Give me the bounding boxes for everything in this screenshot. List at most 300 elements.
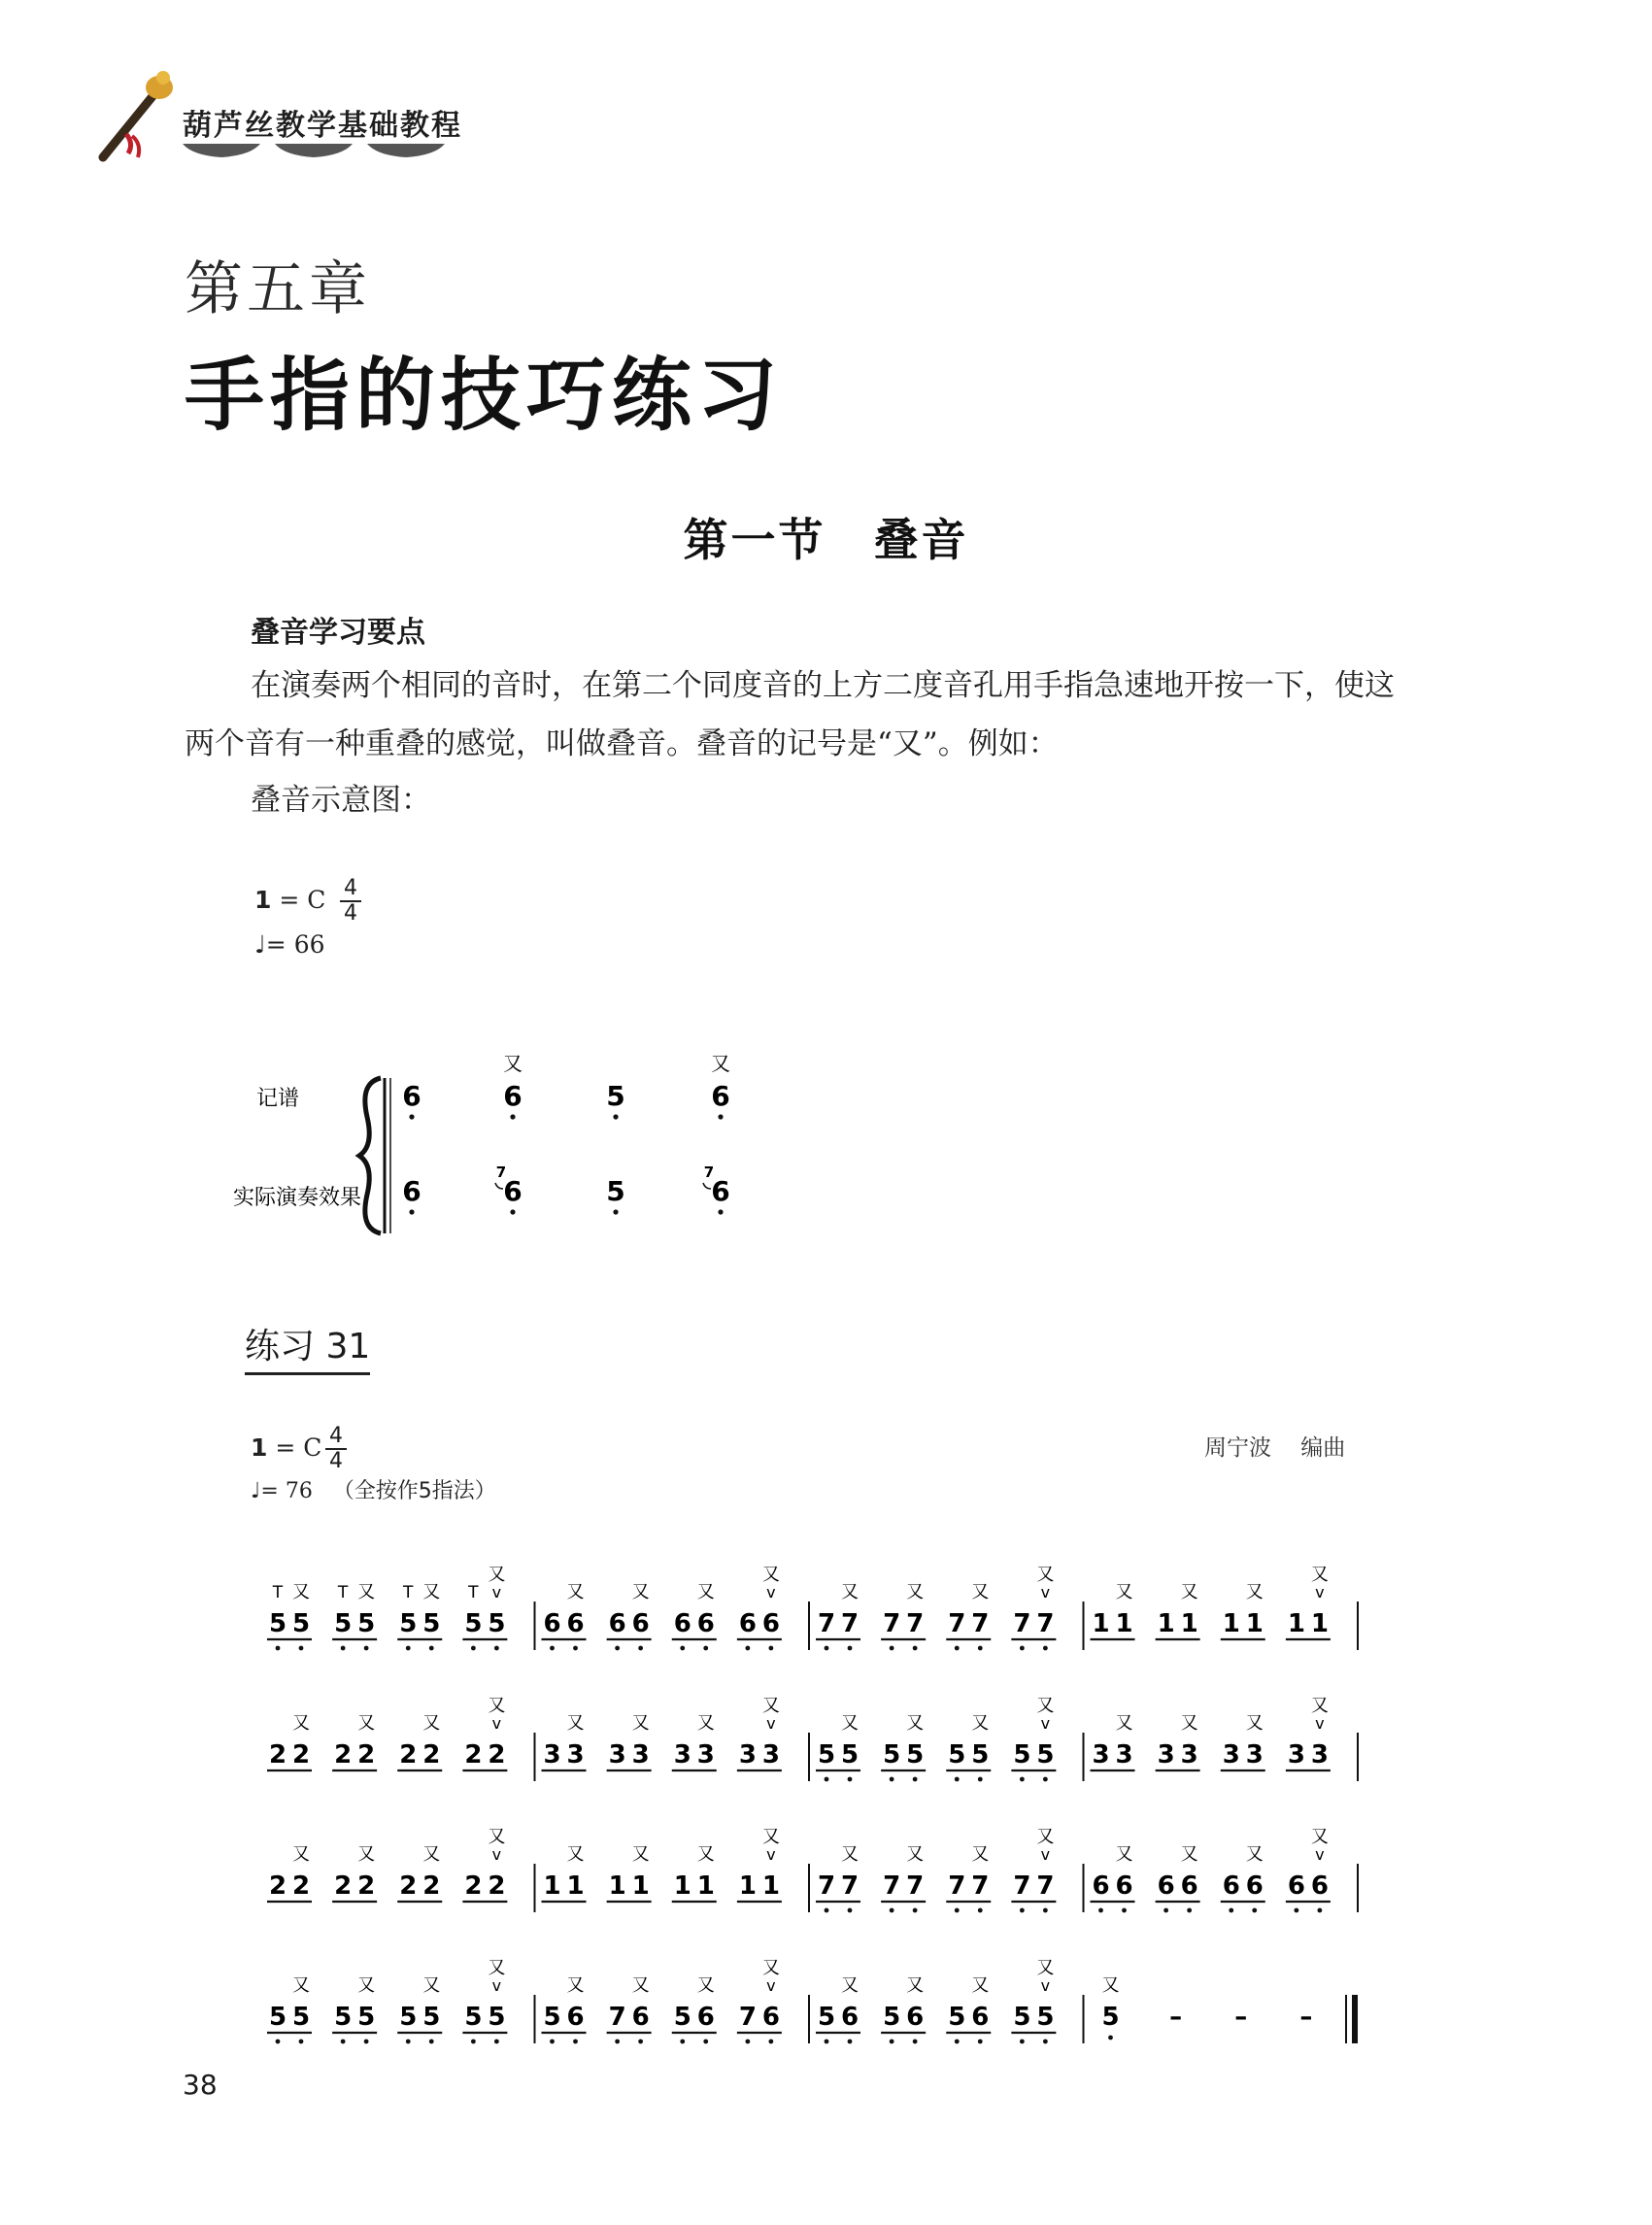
score-note: 5	[464, 2003, 483, 2032]
ornament-mark: 又	[906, 1844, 925, 1865]
score-note: 3	[1180, 1740, 1198, 1770]
score-note: –	[1234, 2003, 1248, 2032]
score-note: 1	[1287, 1609, 1305, 1638]
score-note: 7	[1013, 1871, 1031, 1901]
score-note: 5	[817, 2003, 836, 2032]
score-note: 6	[566, 2003, 585, 2032]
accent-mark: v	[1315, 1583, 1325, 1601]
low-octave-dot	[1043, 2040, 1048, 2044]
ornament-mark: 又	[906, 1713, 925, 1734]
score-note: –	[1169, 2003, 1183, 2032]
ornament-mark: 又	[422, 1844, 441, 1865]
low-octave-dot	[613, 1114, 618, 1119]
grace-note: 7	[703, 1163, 715, 1181]
low-octave-dot	[429, 1646, 434, 1651]
score-note: 2	[334, 1740, 353, 1770]
score-note: 5	[817, 1740, 836, 1770]
score-note: 1	[1157, 1609, 1175, 1638]
low-octave-dot	[299, 2040, 304, 2044]
ornament-mark: 又	[841, 1582, 859, 1602]
ornament-mark: 又	[841, 1844, 859, 1865]
low-octave-dot	[1187, 1908, 1192, 1913]
low-octave-dot	[510, 1114, 515, 1119]
ornament-mark: 又	[1310, 1696, 1329, 1716]
score-note: 3	[738, 1740, 757, 1770]
ornament-mark: 又	[1245, 1844, 1264, 1865]
diagram-time-signature: 4 4	[340, 878, 361, 925]
score-note: 3	[696, 1740, 715, 1770]
score-note: 5	[948, 2003, 966, 2032]
grace-note: 7	[495, 1163, 507, 1181]
score-note: 3	[1287, 1740, 1305, 1770]
score-note: 7	[906, 1609, 925, 1638]
score-note: 7	[971, 1609, 990, 1638]
accent-mark: v	[1040, 1845, 1051, 1864]
score-note: 2	[464, 1740, 483, 1770]
low-octave-dot	[276, 1646, 281, 1651]
tongue-mark: T	[403, 1583, 414, 1602]
low-octave-dot	[429, 2040, 434, 2044]
ornament-mark: 又	[566, 1713, 585, 1734]
accent-mark: v	[491, 1583, 502, 1601]
ornament-mark: 又	[488, 1696, 506, 1716]
ornament-mark: 又	[761, 1696, 780, 1716]
score-note: 5	[1013, 2003, 1031, 2032]
low-octave-dot	[364, 1646, 369, 1651]
ornament-mark: 又	[696, 1582, 715, 1602]
score-note: 3	[1222, 1740, 1240, 1770]
score-note: 5	[268, 2003, 287, 2032]
accent-mark: v	[1315, 1714, 1325, 1733]
score-note: 2	[488, 1740, 506, 1770]
score-note: 5	[464, 1609, 483, 1638]
ornament-mark: 又	[292, 1844, 310, 1865]
low-octave-dot	[703, 1646, 708, 1651]
low-octave-dot	[848, 1777, 853, 1782]
ornament-mark: 又	[1180, 1582, 1198, 1602]
score-note: 6	[906, 2003, 925, 2032]
score-note: 3	[1245, 1740, 1264, 1770]
exercise-key: 1 = C	[251, 1433, 322, 1462]
score-note: 2	[291, 1740, 311, 1770]
low-octave-dot	[1043, 1646, 1048, 1651]
score-note: 5	[1036, 1740, 1055, 1770]
score-note: 7	[817, 1871, 836, 1901]
low-octave-dot	[1317, 1908, 1322, 1913]
tongue-mark: T	[337, 1583, 349, 1602]
score-note: 1	[566, 1871, 585, 1901]
score-note: 5	[334, 2003, 353, 2032]
low-octave-dot	[745, 1646, 750, 1651]
low-octave-dot	[1252, 1908, 1257, 1913]
ornament-mark: 又	[357, 1713, 376, 1734]
ornament-mark: 又	[1101, 1975, 1120, 1996]
low-octave-dot	[471, 1646, 476, 1651]
ornament-mark: 又	[488, 1827, 506, 1847]
ornament-mark: 又	[1180, 1713, 1198, 1734]
low-octave-dot	[1020, 2040, 1025, 2044]
score-note: 5	[948, 1740, 966, 1770]
hulusi-icon	[93, 68, 190, 165]
brace	[359, 1078, 381, 1233]
ornament-mark: 又	[696, 1975, 715, 1996]
ornament-mark: 又	[1310, 1827, 1329, 1847]
ornament-mark: 又	[631, 1582, 650, 1602]
ornament-mark: 又	[631, 1713, 650, 1734]
ornament-mark: 又	[761, 1827, 780, 1847]
ornament-mark: 又	[1245, 1713, 1264, 1734]
exercise-time-signature: 4 4	[325, 1426, 347, 1472]
ornament-mark: 又	[711, 1052, 730, 1075]
chapter-label: 第五章	[185, 255, 371, 323]
ornament-mark: 又	[488, 1565, 506, 1585]
diagram-note: 5	[606, 1175, 625, 1207]
accent-mark: v	[1040, 1714, 1051, 1733]
low-octave-dot	[550, 1646, 555, 1651]
score-note: 5	[357, 1609, 376, 1638]
ornament-mark: 又	[422, 1713, 441, 1734]
ornament-mark: 又	[566, 1975, 585, 1996]
score-note: 6	[608, 1609, 626, 1638]
score-note: 6	[971, 2003, 990, 2032]
low-octave-dot	[409, 1209, 414, 1214]
score-note: 6	[673, 1609, 691, 1638]
low-octave-dot	[1043, 1777, 1048, 1782]
low-octave-dot	[825, 1777, 829, 1782]
score-note: 6	[1115, 1871, 1133, 1901]
score-note: 5	[971, 1740, 990, 1770]
ornament-mark: 又	[906, 1975, 925, 1996]
ornament-mark: 又	[631, 1844, 650, 1865]
book-title: 葫芦丝教学基础教程	[183, 109, 462, 143]
quarter-note-icon: ♩	[251, 1479, 261, 1503]
paragraph-line-1: 在演奏两个相同的音时，在第二个同度音的上方二度音孔用手指急速地开按一下，使这	[251, 668, 1395, 703]
score-note: 5	[1101, 2003, 1120, 2032]
score-note: 1	[738, 1871, 757, 1901]
score-note: 5	[906, 1740, 925, 1770]
ornament-mark: 又	[488, 1958, 506, 1978]
score-note: 5	[291, 2003, 311, 2032]
score-note: 7	[1036, 1871, 1055, 1901]
score-note: 1	[696, 1871, 715, 1901]
low-octave-dot	[825, 1646, 829, 1651]
low-octave-dot	[1020, 1646, 1025, 1651]
diagram-key: 1 = C	[254, 886, 326, 914]
ornament-mark: 又	[357, 1975, 376, 1996]
low-octave-dot	[848, 1908, 853, 1913]
composer-credit: 周宁波 编曲	[1204, 1435, 1346, 1461]
ornament-mark: 又	[841, 1713, 859, 1734]
low-octave-dot	[978, 1646, 983, 1651]
ornament-mark: 又	[292, 1582, 310, 1602]
ornament-mark: 又	[1245, 1582, 1264, 1602]
score-note: 3	[1115, 1740, 1133, 1770]
accent-mark: v	[1315, 1845, 1325, 1864]
diagram-note: 6	[402, 1080, 421, 1112]
accent-mark: v	[491, 1845, 502, 1864]
score-note: 3	[1310, 1740, 1329, 1770]
ornament-mark: 又	[761, 1565, 780, 1585]
low-octave-dot	[955, 1646, 960, 1651]
accent-mark: v	[766, 1845, 776, 1864]
diagram-row-label: 记谱	[255, 1087, 299, 1111]
score-note: 6	[566, 1609, 585, 1638]
ornament-mark: 又	[357, 1844, 376, 1865]
ornament-mark: 又	[292, 1713, 310, 1734]
low-octave-dot	[955, 2040, 960, 2044]
low-octave-dot	[550, 2040, 555, 2044]
score-note: 7	[1036, 1609, 1055, 1638]
ornament-mark: 又	[1036, 1958, 1055, 1978]
low-octave-dot	[406, 2040, 411, 2044]
score-note: 2	[399, 1871, 418, 1901]
exercise-title: 练习 31	[245, 1319, 370, 1375]
low-octave-dot	[341, 2040, 346, 2044]
low-octave-dot	[913, 2040, 918, 2044]
score-note: 5	[488, 2003, 506, 2032]
score-note: 1	[543, 1871, 561, 1901]
low-octave-dot	[1229, 1908, 1233, 1913]
score-note: 7	[1013, 1609, 1031, 1638]
low-octave-dot	[638, 2040, 643, 2044]
score-note: 1	[1310, 1609, 1329, 1638]
accent-mark: v	[766, 1583, 776, 1601]
score-note: 6	[1245, 1871, 1264, 1901]
score-note: 2	[291, 1871, 311, 1901]
score-note: 5	[840, 1740, 860, 1770]
accent-mark: v	[1040, 1583, 1051, 1601]
page-header	[0, 0, 1652, 185]
low-octave-dot	[1163, 1908, 1168, 1913]
ornament-mark: 又	[761, 1958, 780, 1978]
low-octave-dot	[890, 2040, 894, 2044]
score-note: 2	[357, 1740, 376, 1770]
score-note: 5	[422, 1609, 441, 1638]
low-octave-dot	[1043, 1908, 1048, 1913]
score-note: –	[1299, 2003, 1313, 2032]
low-octave-dot	[978, 2040, 983, 2044]
low-octave-dot	[718, 1209, 723, 1214]
score-note: 7	[883, 1609, 901, 1638]
quarter-note-icon: ♩	[254, 930, 266, 959]
low-octave-dot	[703, 2040, 708, 2044]
score-note: 6	[1222, 1871, 1240, 1901]
score-note: 7	[971, 1871, 990, 1901]
low-octave-dot	[680, 2040, 685, 2044]
ornament-diagram	[214, 1039, 796, 1253]
low-octave-dot	[341, 1646, 346, 1651]
score-note: 2	[422, 1740, 441, 1770]
low-octave-dot	[890, 1908, 894, 1913]
score-note: 3	[1157, 1740, 1175, 1770]
ornament-mark: 又	[422, 1582, 441, 1602]
low-octave-dot	[825, 1908, 829, 1913]
ornament-mark: 又	[696, 1844, 715, 1865]
score-note: 5	[334, 1609, 353, 1638]
low-octave-dot	[406, 1646, 411, 1651]
score-note: 7	[738, 2003, 757, 2032]
score-note: 7	[948, 1609, 966, 1638]
ornament-mark: 又	[971, 1844, 990, 1865]
low-octave-dot	[409, 1114, 414, 1119]
low-octave-dot	[638, 1646, 643, 1651]
ornament-mark: 又	[1180, 1844, 1198, 1865]
score-note: 7	[883, 1871, 901, 1901]
low-octave-dot	[913, 1646, 918, 1651]
score-note: 5	[399, 2003, 418, 2032]
low-octave-dot	[573, 1646, 578, 1651]
low-octave-dot	[978, 1777, 983, 1782]
score-note: 6	[761, 2003, 780, 2032]
score-note: 3	[1092, 1740, 1110, 1770]
score-note: 7	[906, 1871, 925, 1901]
low-octave-dot	[494, 1646, 499, 1651]
score-note: 2	[488, 1871, 506, 1901]
score-note: 1	[673, 1871, 691, 1901]
score-note: 5	[422, 2003, 441, 2032]
low-octave-dot	[825, 2040, 829, 2044]
low-octave-dot	[364, 2040, 369, 2044]
diagram-note: 6	[503, 1175, 523, 1207]
score-note: 5	[1036, 2003, 1055, 2032]
score-note: 2	[268, 1740, 287, 1770]
low-octave-dot	[1122, 1908, 1127, 1913]
score-note: 1	[608, 1871, 626, 1901]
score-note: 6	[696, 2003, 715, 2032]
score-note: 7	[840, 1871, 860, 1901]
accent-mark: v	[491, 1976, 502, 1995]
score-note: 5	[883, 2003, 901, 2032]
score-note: 5	[1013, 1740, 1031, 1770]
ornament-mark: 又	[1310, 1565, 1329, 1585]
ornament-mark: 又	[292, 1975, 310, 1996]
score-note: 6	[631, 1609, 650, 1638]
score-note: 7	[948, 1871, 966, 1901]
ornament-mark: 又	[971, 1975, 990, 1996]
diagram-note: 6	[503, 1080, 523, 1112]
low-octave-dot	[615, 1646, 620, 1651]
lace-ornament	[183, 142, 445, 161]
low-octave-dot	[890, 1777, 894, 1782]
score-note: 6	[840, 2003, 860, 2032]
score-note: 5	[357, 2003, 376, 2032]
ornament-mark: 又	[906, 1582, 925, 1602]
low-octave-dot	[615, 2040, 620, 2044]
low-octave-dot	[955, 1777, 960, 1782]
low-octave-dot	[1020, 1777, 1025, 1782]
score-note: 1	[1180, 1609, 1198, 1638]
score-note: 1	[1115, 1609, 1133, 1638]
diagram-note: 6	[711, 1175, 730, 1207]
score-note: 1	[631, 1871, 650, 1901]
score-note: 1	[761, 1871, 780, 1901]
ornament-mark: 又	[566, 1844, 585, 1865]
diagram-note: 6	[402, 1175, 421, 1207]
score-note: 3	[761, 1740, 780, 1770]
score-note: 2	[268, 1871, 287, 1901]
score-note: 2	[399, 1740, 418, 1770]
tongue-mark: T	[468, 1583, 479, 1602]
score-note: 3	[608, 1740, 626, 1770]
ornament-mark: 又	[422, 1975, 441, 1996]
grace-slur	[495, 1183, 503, 1189]
ornament-mark: 又	[1036, 1696, 1055, 1716]
ornament-mark: 又	[1036, 1827, 1055, 1847]
score-note: 6	[631, 2003, 650, 2032]
low-octave-dot	[680, 1646, 685, 1651]
low-octave-dot	[613, 1209, 618, 1214]
low-octave-dot	[494, 2040, 499, 2044]
ornament-mark: 又	[696, 1713, 715, 1734]
low-octave-dot	[913, 1908, 918, 1913]
low-octave-dot	[768, 1646, 773, 1651]
diagram-note: 6	[711, 1080, 730, 1112]
low-octave-dot	[1108, 2036, 1113, 2040]
low-octave-dot	[913, 1777, 918, 1782]
low-octave-dot	[1294, 1908, 1298, 1913]
ornament-mark: 又	[631, 1975, 650, 1996]
diagram-note: 5	[606, 1080, 625, 1112]
accent-mark: v	[1040, 1976, 1051, 1995]
score-note: 2	[464, 1871, 483, 1901]
score-note: 6	[543, 1609, 561, 1638]
section-title: 第一节 叠音	[683, 514, 969, 566]
score-note: 6	[761, 1609, 780, 1638]
low-octave-dot	[890, 1646, 894, 1651]
fingering-note: （全按作5指法）	[332, 1479, 496, 1503]
score-note: 1	[1222, 1609, 1240, 1638]
ornament-mark: 又	[971, 1582, 990, 1602]
ornament-mark: 又	[1115, 1582, 1133, 1602]
score-note: 6	[1310, 1871, 1329, 1901]
diagram-tempo: ♩= 66	[254, 930, 325, 959]
score-note: 6	[1157, 1871, 1175, 1901]
low-octave-dot	[955, 1908, 960, 1913]
key-points-heading: 叠音学习要点	[251, 616, 425, 650]
low-octave-dot	[276, 2040, 281, 2044]
ornament-mark: 又	[566, 1582, 585, 1602]
exercise-score	[0, 1515, 1652, 2059]
score-note: 5	[291, 1609, 311, 1638]
score-note: 1	[1245, 1609, 1264, 1638]
ornament-mark: 又	[841, 1975, 859, 1996]
diagram-label: 叠音示意图：	[251, 783, 431, 818]
score-note: 2	[357, 1871, 376, 1901]
accent-mark: v	[766, 1714, 776, 1733]
ornament-mark: 又	[1036, 1565, 1055, 1585]
score-note: 6	[1092, 1871, 1110, 1901]
page-number: 38	[183, 2069, 218, 2101]
score-note: 6	[738, 1609, 757, 1638]
low-octave-dot	[848, 1646, 853, 1651]
tongue-mark: T	[272, 1583, 284, 1602]
score-note: 7	[608, 2003, 626, 2032]
low-octave-dot	[1020, 1908, 1025, 1913]
ornament-mark: 又	[503, 1052, 523, 1075]
score-note: 2	[334, 1871, 353, 1901]
low-octave-dot	[1098, 1908, 1103, 1913]
low-octave-dot	[299, 1646, 304, 1651]
low-octave-dot	[768, 2040, 773, 2044]
score-note: 5	[268, 1609, 287, 1638]
score-note: 3	[631, 1740, 650, 1770]
low-octave-dot	[718, 1114, 723, 1119]
score-note: 6	[696, 1609, 715, 1638]
score-note: 6	[1180, 1871, 1198, 1901]
score-note: 3	[673, 1740, 691, 1770]
score-note: 5	[673, 2003, 691, 2032]
score-note: 7	[817, 1609, 836, 1638]
